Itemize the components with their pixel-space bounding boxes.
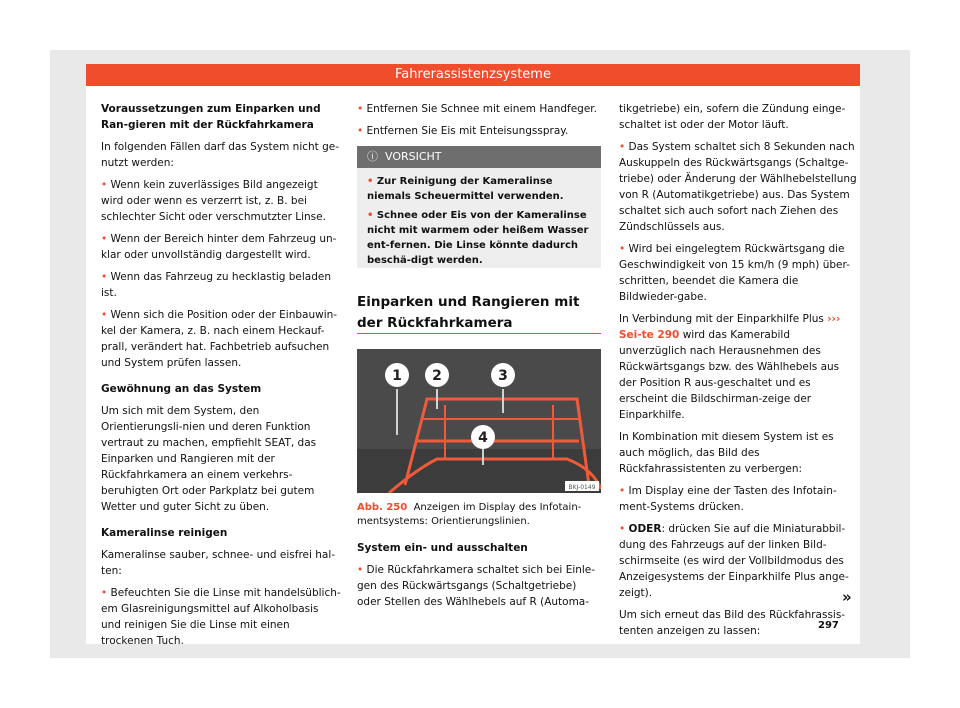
oder-label: ODER <box>628 523 662 535</box>
heading-system-ein: System ein- und ausschalten <box>357 542 528 554</box>
bullet-text: : drücken Sie auf die Miniaturabbil-dung des Fahrzeugs auf der linken Bild-schirmseite (es wird der Vollbildmodus des Anzeigesystems der Einparkhilfe Plus ange-zeigt). <box>619 523 849 599</box>
page-number: 297 <box>818 620 839 631</box>
paragraph: Kameralinse sauber, schnee- und eisfrei hal-ten: <box>101 549 336 577</box>
warning-header <box>357 146 601 168</box>
bullet-item: • Die Rückfahrkamera schaltet sich bei Einle-gen des Rückwärtsgangs (Schaltgetriebe) oder Stellen des Wählhebels auf R (Automa- <box>357 562 601 610</box>
warning-box <box>357 146 601 268</box>
warning-item: • Zur Reinigung der Kameralinse niemals Scheuermittel verwenden. <box>367 174 591 204</box>
paragraph: In Kombination mit diesem System ist es auch möglich, das Bild des Rückfahrassistenten zu verbergen: <box>619 431 834 475</box>
column-3 <box>619 101 859 645</box>
bullet-item: • Wenn der Bereich hinter dem Fahrzeug un-klar oder unvollständig dargestellt wird. <box>101 231 341 263</box>
callout-label-1: 1 <box>392 368 402 384</box>
warning-icon: ⓘ <box>367 150 378 163</box>
heading-voraussetzungen: Voraussetzungen zum Einparken und Ran-gieren mit der Rückfahrkamera <box>101 103 321 131</box>
column-2-bottom <box>357 540 601 616</box>
warning-title: VORSICHT <box>385 150 442 163</box>
bullet-item: • Wenn kein zuverlässiges Bild angezeigt wird oder wenn es verzerrt ist, z. B. bei schlechter Sicht oder verschmutzter Linse. <box>101 177 341 225</box>
bullet-item: • Wird bei eingelegtem Rückwärtsgang die Geschwindigkeit von 15 km/h (9 mph) über-schritten, beendet die Kamera die Bildwieder-gabe. <box>619 241 859 305</box>
bullet-item: • Wenn das Fahrzeug zu hecklastig beladen ist. <box>101 269 341 301</box>
paragraph-text: In Verbindung mit der Einparkhilfe Plus <box>619 313 824 325</box>
page-reference-link[interactable]: ››› Sei-te 290 <box>619 313 841 341</box>
column-2-top <box>357 101 601 145</box>
paragraph: In folgenden Fällen darf das System nicht ge-nutzt werden: <box>101 141 340 169</box>
page-header: Fahrerassistenzsysteme <box>86 64 860 86</box>
bullet-item: • Entfernen Sie Schnee mit einem Handfeger. <box>357 101 601 117</box>
section-title: Einparken und Rangieren mit der Rückfahrkamera <box>357 294 580 331</box>
bullet-item: • Entfernen Sie Eis mit Enteisungsspray. <box>357 123 601 139</box>
bullet-item: • Das System schaltet sich 8 Sekunden nach Auskuppeln des Rückwärtsgangs (Schaltge-triebe) oder Änderung der Wählhebelstellung von R (Automatikgetriebe) aus. Das System schaltet sich auch sofort nach Ziehen des Zündschlüssels aus. <box>619 139 859 235</box>
continue-mark: » <box>842 588 852 606</box>
bullet-item: • Im Display eine der Tasten des Infotain-ment-Systems drücken. <box>619 483 859 515</box>
figure-caption <box>357 501 601 529</box>
rear-camera-figure <box>357 349 601 493</box>
heading-gewoehnung: Gewöhnung an das System <box>101 383 262 395</box>
paragraph: tikgetriebe) ein, sofern die Zündung einge-schaltet ist oder der Motor läuft. <box>619 103 846 131</box>
bullet-item: • Befeuchten Sie die Linse mit handelsüblich-em Glasreinigungsmittel auf Alkoholbasis und reinigen Sie die Linse mit einen trockenen Tuch. <box>101 585 341 649</box>
heading-kameralinse: Kameralinse reinigen <box>101 527 228 539</box>
caption-text: Anzeigen im Display des Infotain-mentsystems: Orientierungslinien. <box>357 502 582 527</box>
callout-label-4: 4 <box>478 430 488 446</box>
caption-number: Abb. 250 <box>357 502 408 513</box>
column-1 <box>101 101 341 655</box>
figure-ground <box>357 449 601 493</box>
warning-body <box>357 168 601 268</box>
paragraph-text: wird das Kamerabild unverzüglich nach Herausnehmen des Rückwärtsgangs bzw. des Wählhebels aus der Position R aus-geschaltet und es erscheint die Bildschirman-zeige der Einparkhilfe. <box>619 329 840 421</box>
paragraph: Um sich erneut das Bild des Rückfahrassis-tenten anzeigen zu lassen: <box>619 609 846 637</box>
paragraph <box>619 311 859 423</box>
bullet-item <box>619 521 859 601</box>
callout-label-3: 3 <box>498 368 508 384</box>
figure-code: BKJ-0149 <box>568 484 596 491</box>
callout-label-2: 2 <box>432 368 442 384</box>
section-rule <box>357 333 601 334</box>
bullet-item: • Wenn sich die Position oder der Einbauwin-kel der Kamera, z. B. nach einem Heckauf-prall, verändert hat. Fachbetrieb aufsuchen und System prüfen lassen. <box>101 307 341 371</box>
warning-item: • Schnee oder Eis von der Kameralinse nicht mit warmem oder heißem Wasser ent-fernen. Die Linse könnte dadurch beschä-digt werden. <box>367 208 591 268</box>
paragraph: Um sich mit dem System, den Orientierungsli-nien und deren Funktion vertraut zu machen, empfiehlt SEAT, das Einparken und Rangieren mit der Rückfahrkamera an einem verkehrs-beruhigten Ort oder Parkplatz bei gutem Wetter und guter Sicht zu üben. <box>101 405 317 513</box>
